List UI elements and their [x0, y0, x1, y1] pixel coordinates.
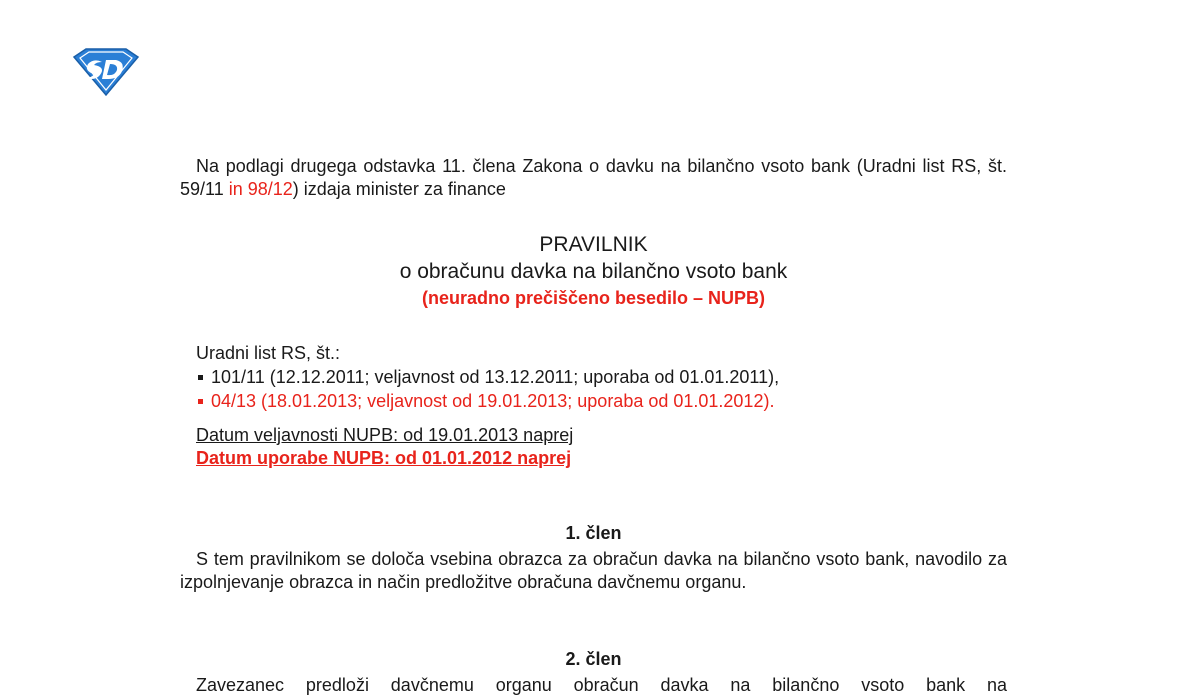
intro-text-end: ) izdaja minister za finance: [292, 179, 506, 199]
uporaba-date: Datum uporabe NUPB: od 01.01.2012 naprej: [196, 448, 572, 468]
article-2-body: Zavezanec predloži davčnemu organu obračun davka na bilančno vsoto bank na: [196, 675, 1007, 695]
uradni-list-block: [196, 341, 996, 413]
validity-block: [196, 424, 573, 470]
veljavnost-date: Datum veljavnosti NUPB: od 19.01.2013 naprej: [196, 425, 574, 445]
bullet-icon: [198, 375, 203, 380]
title-line-2: o obračunu davka na bilančno vsoto bank: [399, 260, 788, 283]
intro-text: Na podlagi drugega odstavka 11. člena Zakona o davku na bilančno vsoto bank (Uradni list RS, št. 59/11: [180, 156, 1007, 199]
title-line-1: PRAVILNIK: [539, 233, 648, 256]
document-title: [180, 232, 1007, 310]
intro-paragraph: [180, 155, 1007, 201]
article-1-text: [180, 548, 1007, 594]
article-1-heading: 1. člen: [565, 523, 622, 543]
title-line-3: (neuradno prečiščeno besedilo – NUPB): [421, 288, 766, 308]
list-item-text: 04/13 (18.01.2013; veljavnost od 19.01.2013; uporaba od 01.01.2012).: [211, 391, 775, 411]
article-2-heading: 2. člen: [565, 649, 622, 669]
list-item: [196, 389, 996, 413]
sd-shield-logo-icon: [72, 45, 140, 97]
bullet-icon: [198, 399, 203, 404]
uradni-list-label: Uradni list RS, št.:: [196, 343, 341, 363]
list-item-text: 101/11 (12.12.2011; veljavnost od 13.12.2011; uporaba od 01.01.2011),: [211, 367, 780, 387]
article-1-body: S tem pravilnikom se določa vsebina obrazca za obračun davka na bilančno vsoto bank, navodilo za izpolnjevanje obrazca in način predložitve obračuna davčnemu organu.: [180, 549, 1007, 592]
article-2-text: [180, 674, 1007, 697]
intro-amendment: in 98/12: [228, 179, 293, 199]
list-item: [196, 365, 996, 389]
